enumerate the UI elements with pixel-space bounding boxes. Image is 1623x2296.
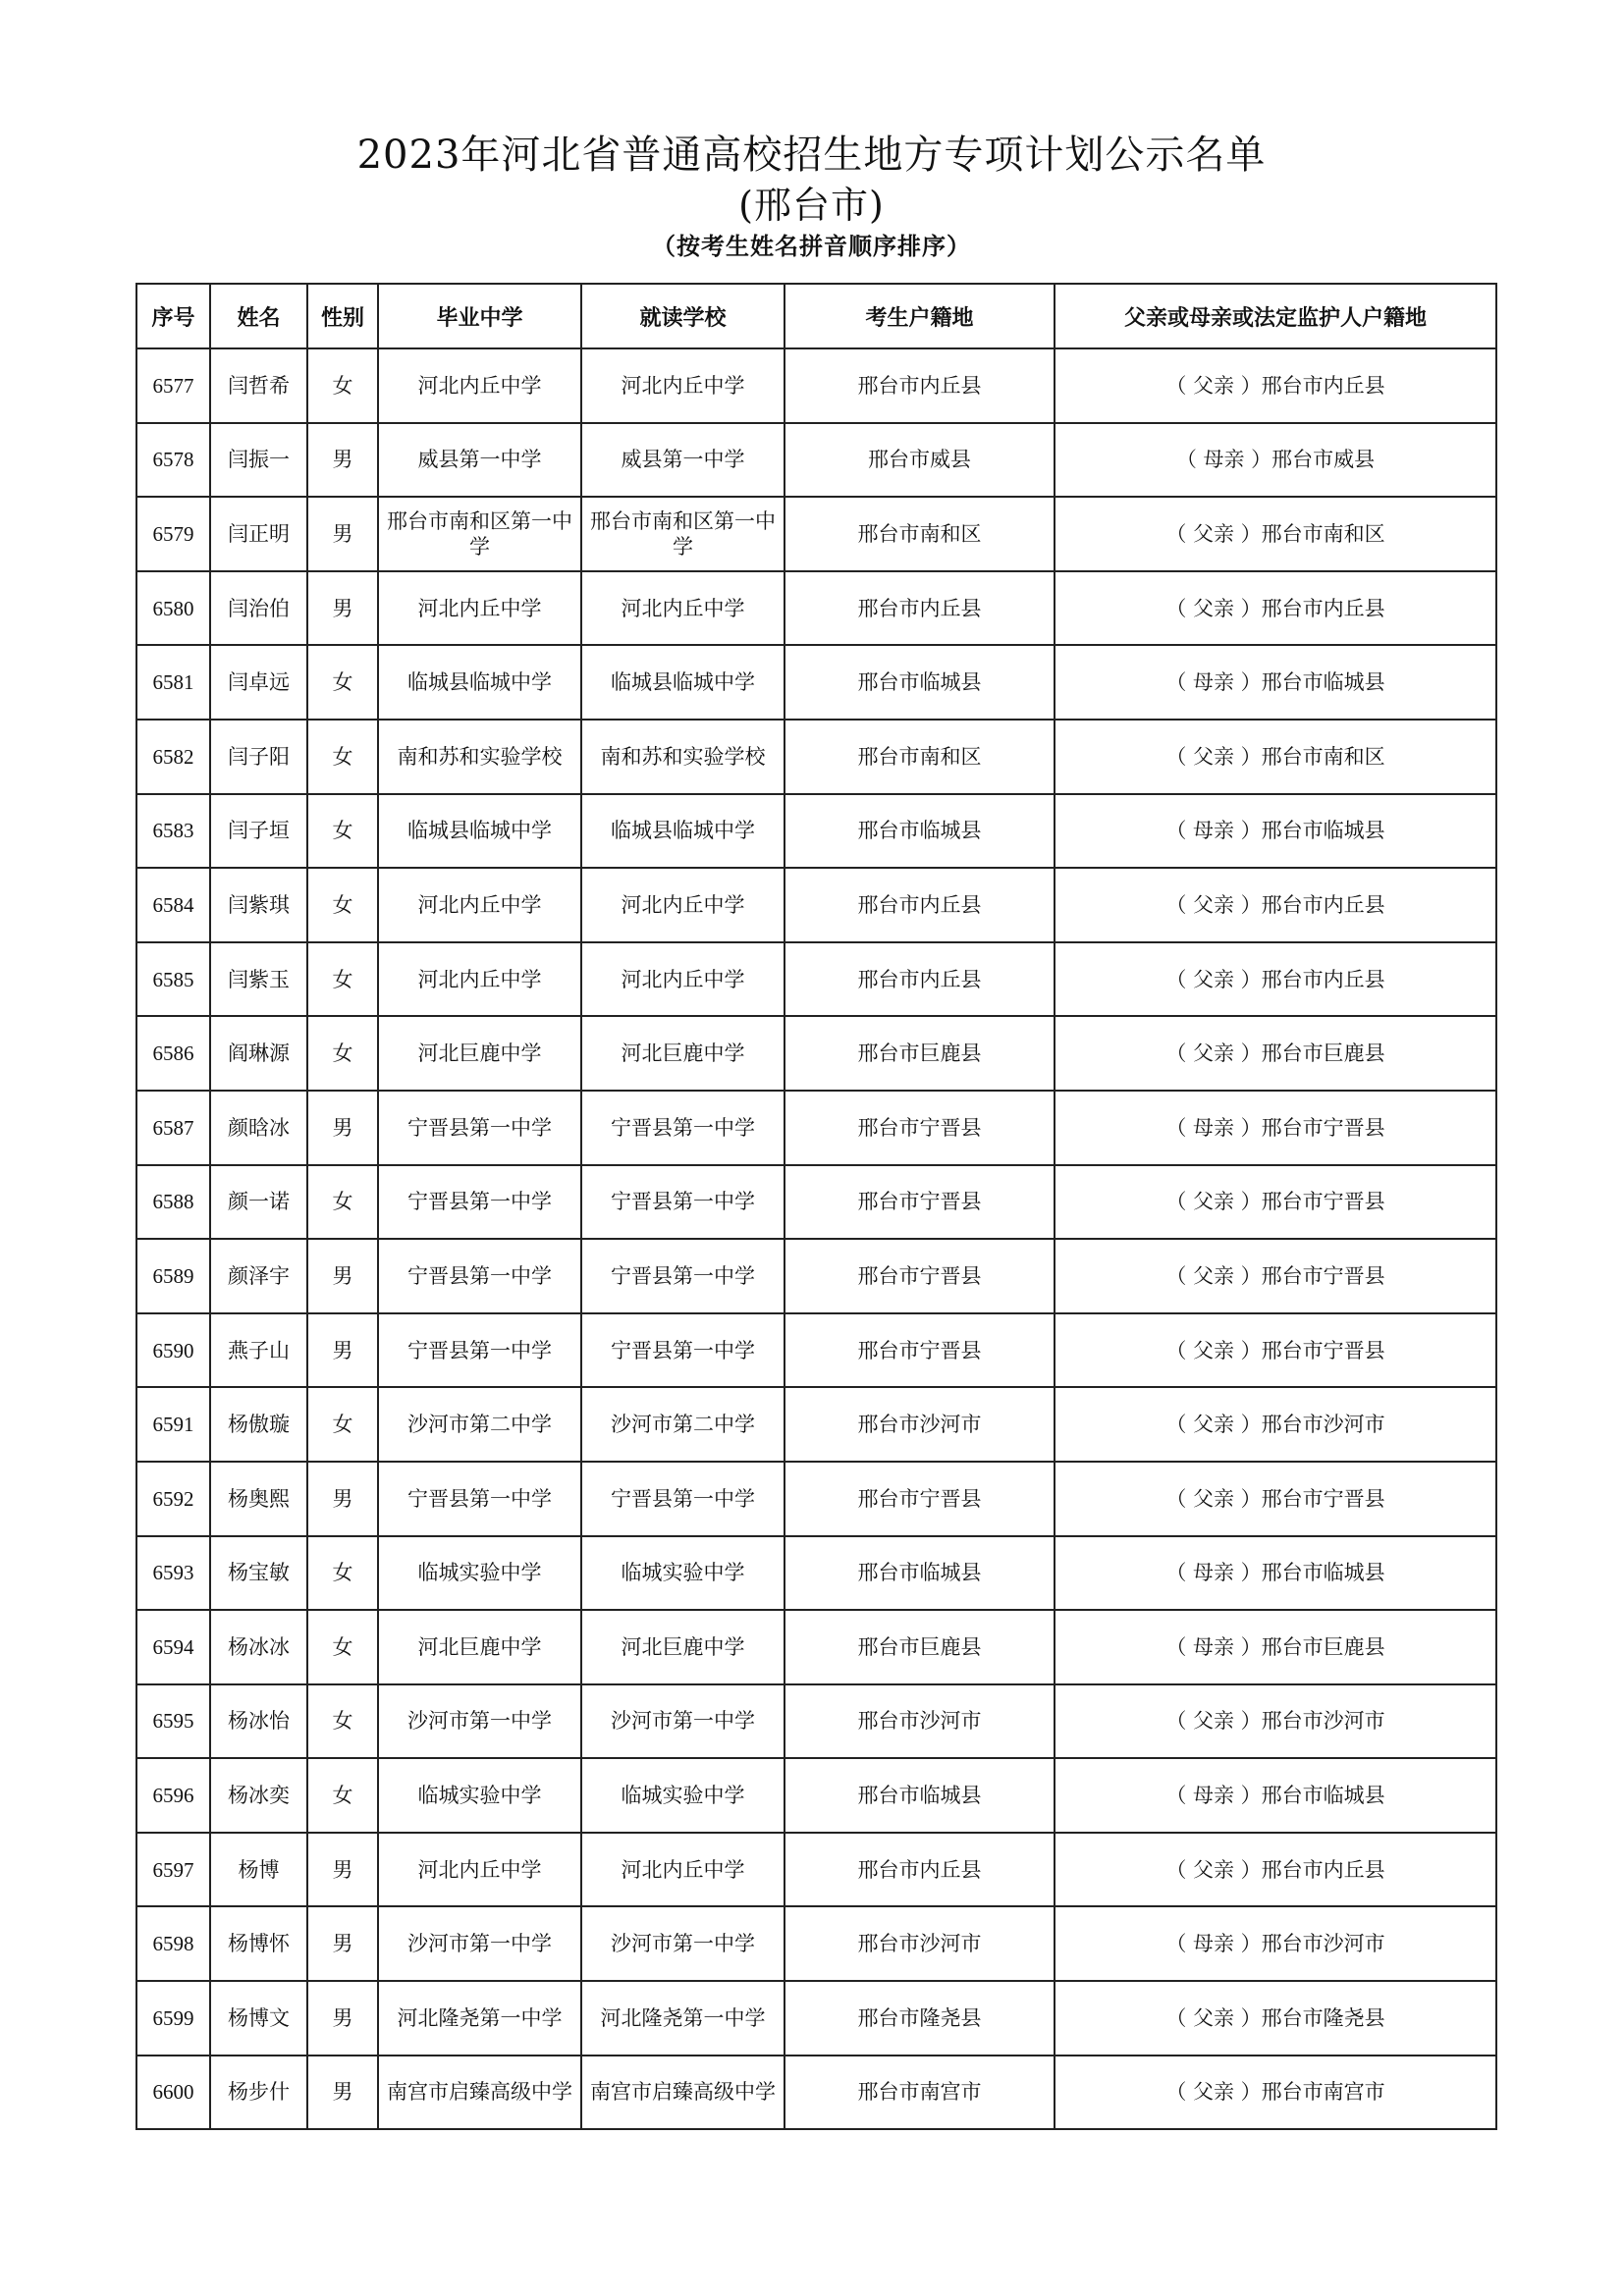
graduation-school-cell: 临城实验中学 [378,1758,581,1833]
row-index-cell: 6597 [136,1833,210,1907]
guardian-residence-cell: （ 父亲 ）邢台市南和区 [1055,497,1496,571]
table-row [136,1462,1496,1536]
current-school-cell: 临城实验中学 [581,1536,784,1611]
student-residence-cell: 邢台市临城县 [784,645,1055,720]
row-index-cell: 6583 [136,794,210,869]
guardian-residence-cell: （ 母亲 ）邢台市巨鹿县 [1055,1610,1496,1684]
student-gender-cell: 女 [307,794,378,869]
student-residence-cell: 邢台市沙河市 [784,1684,1055,1759]
graduation-school-cell: 沙河市第二中学 [378,1387,581,1462]
table-row [136,1610,1496,1684]
guardian-residence-cell: （ 父亲 ）邢台市隆尧县 [1055,1981,1496,2056]
graduation-school-cell: 南宫市启臻高级中学 [378,2056,581,2130]
current-school-cell: 河北内丘中学 [581,868,784,942]
current-school-cell: 宁晋县第一中学 [581,1165,784,1240]
student-residence-cell: 邢台市南和区 [784,720,1055,794]
table-row [136,1981,1496,2056]
graduation-school-cell: 河北内丘中学 [378,868,581,942]
student-name-cell: 颜晗冰 [210,1091,307,1165]
student-name-cell: 闫子阳 [210,720,307,794]
guardian-residence-cell: （ 母亲 ）邢台市临城县 [1055,1536,1496,1611]
current-school-cell: 河北内丘中学 [581,1833,784,1907]
graduation-school-cell: 宁晋县第一中学 [378,1239,581,1313]
student-residence-cell: 邢台市南宫市 [784,2056,1055,2130]
current-school-cell: 邢台市南和区第一中学 [581,497,784,571]
table-row [136,571,1496,646]
student-gender-cell: 男 [307,497,378,571]
student-residence-cell: 邢台市宁晋县 [784,1239,1055,1313]
current-school-cell: 河北巨鹿中学 [581,1016,784,1091]
current-school-cell: 南宫市启臻高级中学 [581,2056,784,2130]
current-school-cell: 宁晋县第一中学 [581,1462,784,1536]
row-index-cell: 6599 [136,1981,210,2056]
current-school-cell: 临城实验中学 [581,1758,784,1833]
header-current-school: 就读学校 [581,284,784,348]
student-name-cell: 闫治伯 [210,571,307,646]
table-row [136,942,1496,1017]
table-row [136,1684,1496,1759]
student-name-cell: 杨博怀 [210,1906,307,1981]
student-name-cell: 闫正明 [210,497,307,571]
student-residence-cell: 邢台市内丘县 [784,942,1055,1017]
student-residence-cell: 邢台市沙河市 [784,1387,1055,1462]
student-residence-cell: 邢台市宁晋县 [784,1313,1055,1388]
student-name-cell: 闫紫玉 [210,942,307,1017]
table-row [136,1387,1496,1462]
guardian-residence-cell: （ 母亲 ）邢台市宁晋县 [1055,1091,1496,1165]
row-index-cell: 6589 [136,1239,210,1313]
row-index-cell: 6594 [136,1610,210,1684]
row-index-cell: 6598 [136,1906,210,1981]
student-name-cell: 杨博 [210,1833,307,1907]
student-residence-cell: 邢台市宁晋县 [784,1091,1055,1165]
header-guardian-residence: 父亲或母亲或法定监护人户籍地 [1055,284,1496,348]
student-name-cell: 杨奥熙 [210,1462,307,1536]
table-row [136,1906,1496,1981]
student-name-cell: 闫振一 [210,423,307,498]
student-gender-cell: 女 [307,1536,378,1611]
graduation-school-cell: 河北隆尧第一中学 [378,1981,581,2056]
guardian-residence-cell: （ 父亲 ）邢台市宁晋县 [1055,1165,1496,1240]
student-name-cell: 杨冰怡 [210,1684,307,1759]
table-row [136,1833,1496,1907]
document-subtitle: (邢台市) [738,184,885,227]
graduation-school-cell: 河北内丘中学 [378,348,581,423]
current-school-cell: 河北隆尧第一中学 [581,1981,784,2056]
student-name-cell: 杨步什 [210,2056,307,2130]
graduation-school-cell: 河北内丘中学 [378,942,581,1017]
current-school-cell: 临城县临城中学 [581,645,784,720]
current-school-cell: 宁晋县第一中学 [581,1239,784,1313]
guardian-residence-cell: （ 父亲 ）邢台市沙河市 [1055,1387,1496,1462]
student-residence-cell: 邢台市沙河市 [784,1906,1055,1981]
student-residence-cell: 邢台市内丘县 [784,571,1055,646]
guardian-residence-cell: （ 母亲 ）邢台市临城县 [1055,1758,1496,1833]
table-row [136,1239,1496,1313]
student-gender-cell: 女 [307,645,378,720]
row-index-cell: 6593 [136,1536,210,1611]
student-residence-cell: 邢台市威县 [784,423,1055,498]
table-row [136,1758,1496,1833]
student-name-cell: 燕子山 [210,1313,307,1388]
student-name-cell: 闫哲希 [210,348,307,423]
current-school-cell: 河北内丘中学 [581,348,784,423]
student-residence-cell: 邢台市巨鹿县 [784,1610,1055,1684]
header-graduation-school: 毕业中学 [378,284,581,348]
guardian-residence-cell: （ 父亲 ）邢台市沙河市 [1055,1684,1496,1759]
guardian-residence-cell: （ 父亲 ）邢台市内丘县 [1055,571,1496,646]
student-gender-cell: 女 [307,868,378,942]
current-school-cell: 河北巨鹿中学 [581,1610,784,1684]
current-school-cell: 河北内丘中学 [581,571,784,646]
header-name: 姓名 [210,284,307,348]
table-row [136,720,1496,794]
guardian-residence-cell: （ 父亲 ）邢台市内丘县 [1055,868,1496,942]
row-index-cell: 6585 [136,942,210,1017]
table-row [136,645,1496,720]
guardian-residence-cell: （ 父亲 ）邢台市巨鹿县 [1055,1016,1496,1091]
student-gender-cell: 男 [307,1239,378,1313]
graduation-school-cell: 威县第一中学 [378,423,581,498]
student-name-cell: 颜一诺 [210,1165,307,1240]
row-index-cell: 6595 [136,1684,210,1759]
student-name-cell: 杨傲璇 [210,1387,307,1462]
student-gender-cell: 男 [307,571,378,646]
student-residence-cell: 邢台市宁晋县 [784,1462,1055,1536]
student-gender-cell: 男 [307,1091,378,1165]
table-row [136,2056,1496,2130]
student-residence-cell: 邢台市内丘县 [784,348,1055,423]
student-gender-cell: 女 [307,348,378,423]
current-school-cell: 威县第一中学 [581,423,784,498]
row-index-cell: 6590 [136,1313,210,1388]
row-index-cell: 6588 [136,1165,210,1240]
student-name-cell: 颜泽宇 [210,1239,307,1313]
student-name-cell: 闫紫琪 [210,868,307,942]
current-school-cell: 沙河市第一中学 [581,1684,784,1759]
graduation-school-cell: 河北内丘中学 [378,571,581,646]
row-index-cell: 6582 [136,720,210,794]
student-name-cell: 杨博文 [210,1981,307,2056]
table-row [136,1091,1496,1165]
table-row [136,1313,1496,1388]
guardian-residence-cell: （ 父亲 ）邢台市内丘县 [1055,348,1496,423]
current-school-cell: 宁晋县第一中学 [581,1313,784,1388]
guardian-residence-cell: （ 母亲 ）邢台市临城县 [1055,645,1496,720]
row-index-cell: 6577 [136,348,210,423]
student-residence-cell: 邢台市隆尧县 [784,1981,1055,2056]
graduation-school-cell: 南和苏和实验学校 [378,720,581,794]
student-name-cell: 杨冰冰 [210,1610,307,1684]
student-gender-cell: 女 [307,1387,378,1462]
student-gender-cell: 女 [307,942,378,1017]
current-school-cell: 临城县临城中学 [581,794,784,869]
graduation-school-cell: 河北巨鹿中学 [378,1610,581,1684]
student-residence-cell: 邢台市南和区 [784,497,1055,571]
table-row [136,1016,1496,1091]
header-student-residence: 考生户籍地 [784,284,1055,348]
graduation-school-cell: 宁晋县第一中学 [378,1165,581,1240]
student-gender-cell: 男 [307,1981,378,2056]
student-gender-cell: 女 [307,1684,378,1759]
row-index-cell: 6580 [136,571,210,646]
table-row [136,423,1496,498]
student-residence-cell: 邢台市巨鹿县 [784,1016,1055,1091]
row-index-cell: 6578 [136,423,210,498]
row-index-cell: 6579 [136,497,210,571]
guardian-residence-cell: （ 母亲 ）邢台市威县 [1055,423,1496,498]
student-gender-cell: 男 [307,1906,378,1981]
guardian-residence-cell: （ 父亲 ）邢台市南宫市 [1055,2056,1496,2130]
guardian-residence-cell: （ 父亲 ）邢台市内丘县 [1055,942,1496,1017]
header-gender: 性别 [307,284,378,348]
student-name-cell: 阎琳源 [210,1016,307,1091]
student-gender-cell: 男 [307,2056,378,2130]
table-row [136,1536,1496,1611]
graduation-school-cell: 邢台市南和区第一中学 [378,497,581,571]
guardian-residence-cell: （ 父亲 ）邢台市南和区 [1055,720,1496,794]
table-row [136,1165,1496,1240]
guardian-residence-cell: （ 母亲 ）邢台市沙河市 [1055,1906,1496,1981]
student-name-cell: 杨宝敏 [210,1536,307,1611]
student-gender-cell: 女 [307,1165,378,1240]
graduation-school-cell: 宁晋县第一中学 [378,1462,581,1536]
graduation-school-cell: 宁晋县第一中学 [378,1313,581,1388]
row-index-cell: 6596 [136,1758,210,1833]
document-sort-note: （按考生姓名拼音顺序排序） [652,233,971,260]
graduation-school-cell: 沙河市第一中学 [378,1684,581,1759]
student-name-cell: 闫子垣 [210,794,307,869]
roster-table-body [136,348,1496,2129]
roster-table [135,283,1497,2130]
guardian-residence-cell: （ 父亲 ）邢台市宁晋县 [1055,1313,1496,1388]
student-residence-cell: 邢台市临城县 [784,1536,1055,1611]
current-school-cell: 南和苏和实验学校 [581,720,784,794]
student-residence-cell: 邢台市内丘县 [784,1833,1055,1907]
student-residence-cell: 邢台市内丘县 [784,868,1055,942]
student-gender-cell: 男 [307,1462,378,1536]
row-index-cell: 6581 [136,645,210,720]
graduation-school-cell: 河北内丘中学 [378,1833,581,1907]
row-index-cell: 6591 [136,1387,210,1462]
current-school-cell: 沙河市第二中学 [581,1387,784,1462]
graduation-school-cell: 河北巨鹿中学 [378,1016,581,1091]
table-row [136,348,1496,423]
roster-table-header [136,284,1496,348]
row-index-cell: 6584 [136,868,210,942]
current-school-cell: 沙河市第一中学 [581,1906,784,1981]
row-index-cell: 6587 [136,1091,210,1165]
header-index: 序号 [136,284,210,348]
table-row [136,497,1496,571]
document-title: 2023年河北省普通高校招生地方专项计划公示名单 [356,133,1267,178]
guardian-residence-cell: （ 父亲 ）邢台市宁晋县 [1055,1239,1496,1313]
current-school-cell: 河北内丘中学 [581,942,784,1017]
row-index-cell: 6586 [136,1016,210,1091]
student-residence-cell: 邢台市宁晋县 [784,1165,1055,1240]
graduation-school-cell: 临城实验中学 [378,1536,581,1611]
graduation-school-cell: 临城县临城中学 [378,645,581,720]
student-gender-cell: 男 [307,1313,378,1388]
student-residence-cell: 邢台市临城县 [784,1758,1055,1833]
current-school-cell: 宁晋县第一中学 [581,1091,784,1165]
header-row [136,284,1496,348]
table-row [136,868,1496,942]
student-name-cell: 杨冰奕 [210,1758,307,1833]
student-gender-cell: 女 [307,1758,378,1833]
guardian-residence-cell: （ 父亲 ）邢台市内丘县 [1055,1833,1496,1907]
student-name-cell: 闫卓远 [210,645,307,720]
guardian-residence-cell: （ 父亲 ）邢台市宁晋县 [1055,1462,1496,1536]
student-residence-cell: 邢台市临城县 [784,794,1055,869]
table-row [136,794,1496,869]
student-gender-cell: 男 [307,423,378,498]
graduation-school-cell: 宁晋县第一中学 [378,1091,581,1165]
row-index-cell: 6600 [136,2056,210,2130]
row-index-cell: 6592 [136,1462,210,1536]
graduation-school-cell: 沙河市第一中学 [378,1906,581,1981]
student-gender-cell: 女 [307,1610,378,1684]
graduation-school-cell: 临城县临城中学 [378,794,581,869]
student-gender-cell: 女 [307,1016,378,1091]
student-gender-cell: 男 [307,1833,378,1907]
guardian-residence-cell: （ 母亲 ）邢台市临城县 [1055,794,1496,869]
student-gender-cell: 女 [307,720,378,794]
